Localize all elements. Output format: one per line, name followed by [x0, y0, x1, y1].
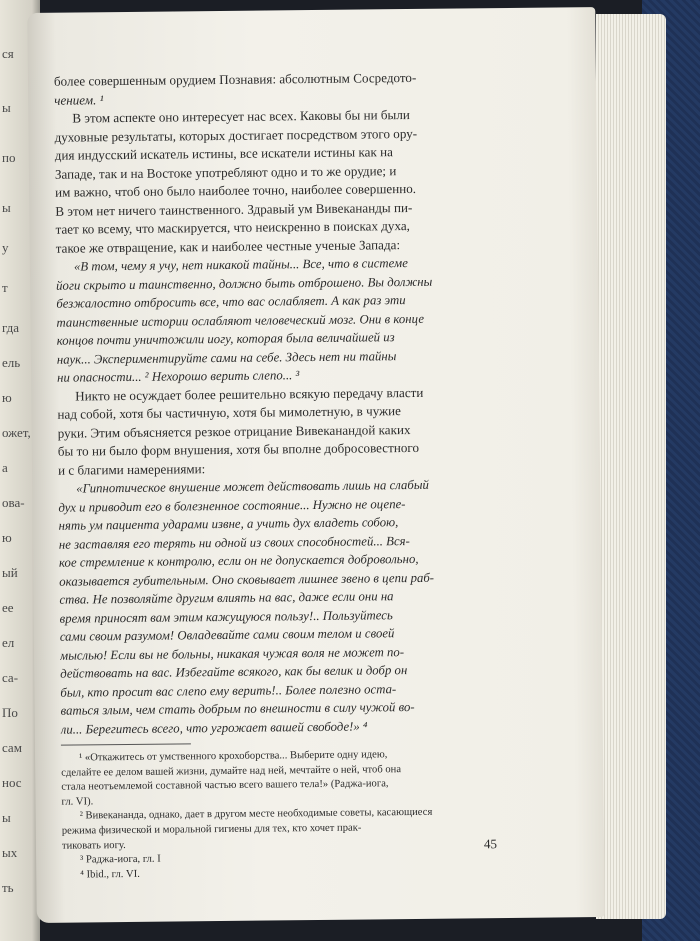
body-text	[54, 68, 531, 739]
prev-fragment: ся	[2, 46, 14, 61]
prev-fragment: ы	[2, 100, 11, 115]
body-line: и с благими намерениями:	[57, 460, 206, 478]
body-line: дия индусский искатель истины, все искатели истины как на	[54, 144, 393, 163]
prev-fragment: т	[2, 280, 8, 295]
prev-fragment: ых	[2, 845, 18, 860]
body-line: не заставляя его терять ни одной из своих способностей... Вся-	[58, 533, 410, 552]
body-line: концов почти уничтожили иогу, которая была величайшей из	[56, 330, 395, 348]
prev-fragment: по	[2, 150, 16, 165]
prev-fragment: ель	[2, 355, 21, 370]
body-line: мыслью! Если вы не больны, никакая чужая воля не может по-	[59, 644, 405, 663]
body-line: «Гипнотическое внушение может действовать лишь на слабый	[76, 477, 429, 496]
body-line: более совершенным орудием Познавия: абсолютным Сосредото-	[53, 69, 417, 89]
prev-fragment: а	[2, 460, 8, 475]
footnote-line: гл. VI).	[61, 796, 94, 808]
prev-fragment: сам	[2, 740, 22, 755]
footnotes	[61, 747, 532, 883]
book-page	[27, 7, 604, 923]
footnote-line: ¹ «Откажитесь от умственного крохоборства... Выберите одну идею,	[78, 749, 388, 764]
body-line: над собой, хотя бы частичную, хотя бы мимолетную, в чужие	[57, 403, 401, 422]
body-line: сами своим разумом! Овладевайте сами своим телом и своей	[59, 626, 395, 644]
body-line: духовные результаты, которых достигает посредством этого ору-	[54, 125, 418, 145]
body-line: дух и приводит его в болезненное состояние... Нужно не оцепе-	[58, 496, 406, 515]
body-line: йоги скрыто и таинственно, должно быть отброшено. Вы должны	[56, 274, 433, 293]
body-line: В этом нет ничего таинственного. Здравый ум Вивекананды пи-	[55, 199, 413, 219]
prev-fragment: нос	[2, 775, 22, 790]
body-line: ни опасности... ² Нехорошо верить слепо... ³	[56, 368, 300, 385]
body-line: ли... Берегитесь всего, что угрожает вашей свободе!» ⁴	[60, 718, 368, 737]
prev-fragment: ю	[2, 390, 12, 405]
prev-fragment: ее	[2, 600, 14, 615]
body-line: чением. ¹	[54, 91, 104, 108]
footnote-divider	[61, 743, 191, 745]
body-line: нять ум пациента ударами извне, а учить дух владеть собою,	[58, 515, 399, 533]
body-line: действовать на вас. Избегайте всякого, как бы велик и добр он	[60, 663, 408, 681]
body-line: такое же отвращение, как и наиболее честные ученые Запада:	[55, 236, 401, 256]
body-line: Западе, так и на Востоке употребляют одно и то же орудие; и	[54, 162, 397, 182]
body-line: ваться злым, чем стать добрым по внешности в силу чужой во-	[60, 699, 415, 718]
footnote-line: ³ Раджа-иога, гл. I	[80, 853, 161, 866]
prev-fragment: ы	[2, 810, 11, 825]
prev-fragment: ть	[2, 880, 14, 895]
prev-fragment: ю	[2, 530, 12, 545]
prev-fragment: ожет,	[2, 425, 31, 440]
body-line: оказывается губительным. Оно сковывает лишнее звено в цепи раб-	[59, 570, 435, 589]
body-line: ства. Не позволяйте другим влиять на вас, даже если они на	[59, 589, 394, 607]
body-line: Никто не осуждает более решительно всякую передачу власти	[75, 384, 424, 404]
prev-fragment: ый	[2, 565, 18, 580]
body-line: кое стремление к контролю, если он не допускается добровольно,	[58, 551, 419, 570]
body-line: В этом аспекте оно интересует нас всех. Каковы бы ни были	[72, 106, 410, 126]
body-line: время приносят вам этим кажущуюся пользу!.. Пользуйтесь	[59, 607, 393, 626]
body-line: «В том, чему я учу, нет никакой тайны... Все, что в системе	[73, 256, 408, 274]
prev-fragment: ел	[2, 635, 15, 650]
footnote-line: сделайте ее делом вашей жизни, думайте над ней, мечтайте о ней, чтоб она	[61, 763, 402, 779]
prev-fragment: гда	[2, 320, 20, 335]
footnote-line: ² Вивекананда, однако, дает в другом месте необходимые советы, касающиеся	[79, 807, 433, 822]
body-line: таинственные истории ослабляют человеческий мозг. Они в конце	[56, 311, 425, 330]
page-body	[54, 68, 532, 883]
body-line: руки. Этим объясняется резкое отрицание Вивеканандой каких	[57, 421, 411, 441]
page-edges	[596, 14, 666, 919]
footnote-line: режима физической и моральной гигиены для тех, кто хочет прак-	[61, 822, 362, 837]
body-line: наук... Экспериментируйте сами на себе. Здесь нет ни тайны	[56, 348, 397, 367]
body-line: безжалостно отбросить все, что вас ослабляет. А как раз эти	[56, 293, 406, 311]
body-line: бы то ни было форм внушения, хотя бы вполне добросовестного	[57, 439, 420, 459]
footnote-line: тиковать иогу.	[61, 839, 126, 852]
prev-fragment: са-	[2, 670, 19, 685]
page-number: 45	[483, 836, 498, 852]
prev-fragment: По	[2, 705, 18, 720]
footnote-line: ⁴ Ibid., гл. VI.	[80, 868, 140, 881]
body-line: им важно, чтоб оно было наиболее точно, наиболее совершенно.	[55, 180, 417, 200]
prev-fragment: у	[2, 240, 9, 255]
footnote-line: стала неотъемлемой составной частью всего вашего тела!» (Раджа-иога,	[61, 778, 389, 793]
prev-fragment: ова-	[2, 495, 25, 510]
body-line: был, кто просит вас слепо ему верить!.. Более полезно оста-	[60, 681, 397, 700]
body-line: тает ко всему, что маскируется, что неискренно в поисках духа,	[55, 218, 410, 237]
prev-fragment: ы	[2, 200, 11, 215]
